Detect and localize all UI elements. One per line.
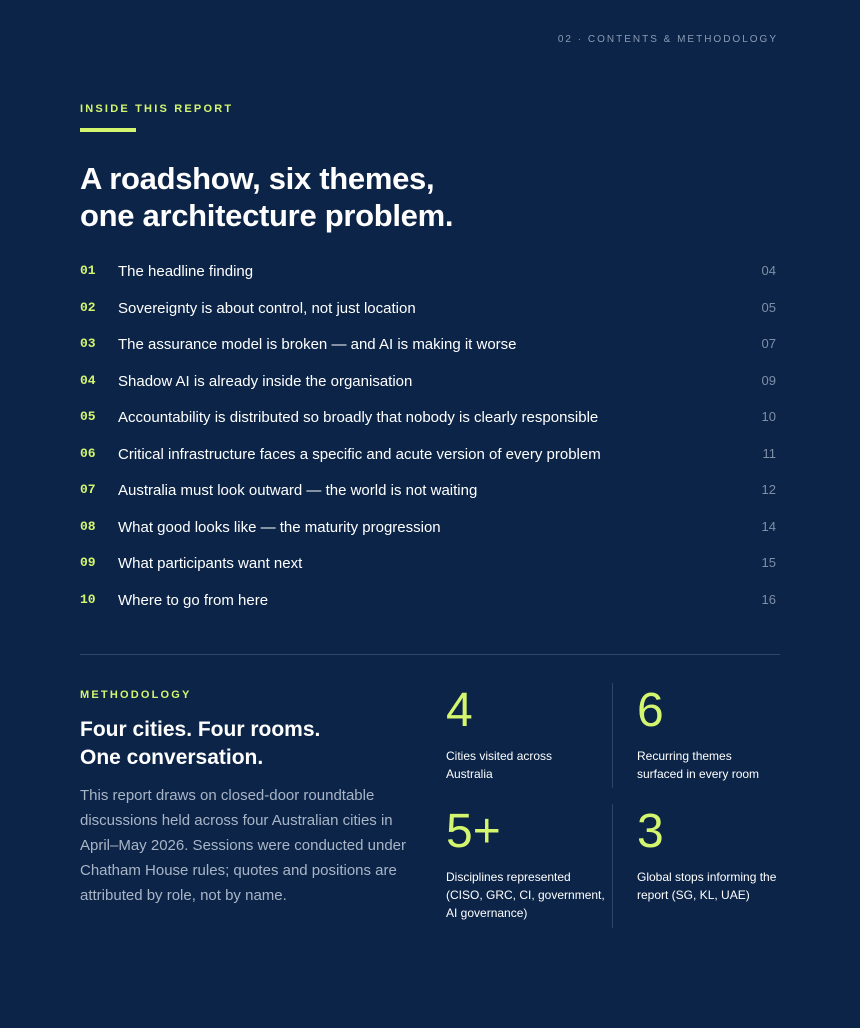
stat-label: Disciplines represented (CISO, GRC, CI, government, AI governance): [446, 870, 605, 920]
stat-disciplines: [446, 804, 616, 922]
stat-separator: [612, 804, 613, 928]
methodology-kicker: METHODOLOGY: [80, 689, 192, 701]
stat-value: 4: [446, 684, 473, 737]
toc-number: 01: [80, 263, 96, 278]
toc-title: Shadow AI is already inside the organisation: [118, 372, 413, 390]
toc-page: 05: [761, 299, 776, 315]
toc-page: 16: [761, 591, 776, 607]
toc-page: 14: [761, 518, 776, 534]
methodology-title: [80, 716, 320, 772]
toc-item[interactable]: [80, 328, 780, 365]
toc-item[interactable]: [80, 438, 780, 475]
methodology-title-line-1: Four cities. Four rooms.: [80, 718, 321, 741]
toc-title: The assurance model is broken — and AI is making it worse: [118, 336, 517, 353]
methodology-body: This report draws on closed-door roundtable discussions held across four Australian cities in April–May 2026. Sessions were conducted under Chatham House rules; quotes and positions are attributed by role, not by name.: [80, 787, 407, 904]
toc-page: 11: [762, 445, 776, 461]
toc-page: 04: [761, 263, 776, 278]
page-title-line-1: A roadshow, six themes,: [80, 161, 435, 196]
kicker-underline: [80, 128, 136, 132]
toc-item[interactable]: [80, 365, 780, 402]
section-divider: [80, 654, 780, 655]
toc-title: The headline finding: [118, 263, 254, 280]
toc-number: 03: [80, 336, 96, 351]
toc-page: 10: [761, 409, 776, 424]
page-title-line-2: one architecture problem.: [80, 198, 454, 233]
stat-label: Cities visited across Australia: [446, 749, 553, 781]
stat-global-stops: [637, 804, 807, 904]
toc-page: 09: [761, 372, 776, 388]
toc-item[interactable]: [80, 511, 780, 548]
toc-number: 06: [80, 445, 96, 461]
toc-number: 08: [80, 518, 96, 534]
stat-themes: [637, 683, 807, 783]
toc-title: Where to go from here: [118, 591, 269, 609]
toc-number: 10: [80, 591, 96, 607]
toc-title: What participants want next: [118, 555, 303, 572]
toc-title: Sovereignty is about control, not just location: [118, 299, 416, 317]
toc-item[interactable]: [80, 584, 780, 621]
toc-number: 02: [80, 299, 96, 315]
toc-item[interactable]: [80, 292, 780, 329]
stat-value: 5+: [446, 805, 501, 858]
stat-label: Recurring themes surfaced in every room: [637, 749, 760, 781]
page-title: [80, 160, 600, 234]
stat-label: Global stops informing the report (SG, KL, UAE): [637, 870, 777, 902]
toc-item[interactable]: [80, 255, 780, 292]
stat-value: 3: [637, 805, 664, 858]
table-of-contents: [80, 255, 780, 620]
toc-title: Australia must look outward — the world is not waiting: [118, 482, 478, 499]
stat-separator: [612, 683, 613, 788]
toc-page: 07: [761, 336, 776, 351]
stat-value: 6: [637, 684, 664, 737]
page-label: 02 · CONTENTS & METHODOLOGY: [557, 34, 778, 45]
section-kicker: INSIDE THIS REPORT: [80, 103, 234, 115]
toc-title: Critical infrastructure faces a specific and acute version of every problem: [118, 445, 601, 463]
toc-item[interactable]: [80, 474, 780, 511]
toc-page: 12: [761, 482, 776, 497]
toc-number: 05: [80, 409, 96, 424]
toc-number: 07: [80, 482, 96, 497]
toc-item[interactable]: [80, 547, 780, 584]
toc-item[interactable]: [80, 401, 780, 438]
toc-page: 15: [761, 555, 776, 570]
toc-title: What good looks like — the maturity progression: [118, 518, 441, 536]
toc-number: 04: [80, 372, 96, 388]
stat-cities: [446, 683, 616, 783]
toc-title: Accountability is distributed so broadly that nobody is clearly responsible: [118, 409, 599, 426]
methodology-title-line-2: One conversation.: [80, 746, 264, 769]
toc-number: 09: [80, 555, 96, 570]
